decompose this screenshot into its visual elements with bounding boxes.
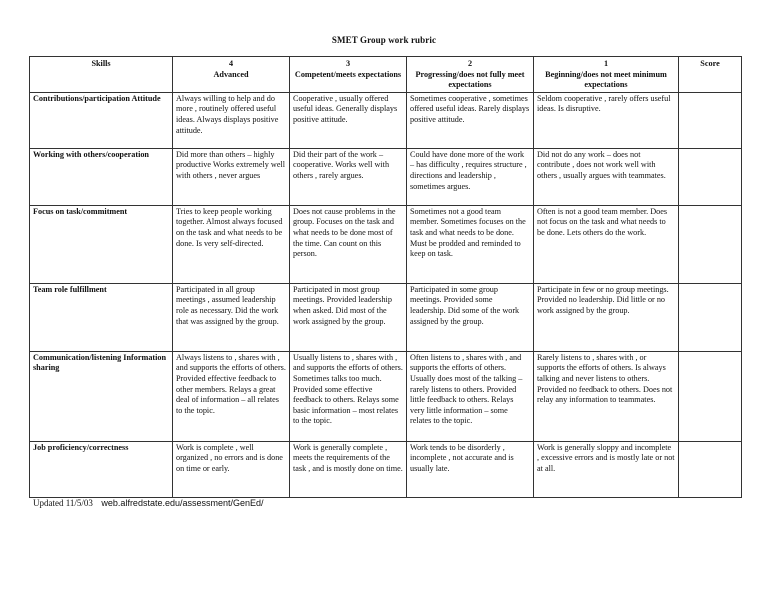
advanced-cell: Always listens to , shares with , and supports the efforts of others. Provided effective feedback to other members. Relays a great deal of information – all relates to the topic. — [173, 351, 290, 441]
updated-date: Updated 11/5/03 — [33, 498, 93, 508]
advanced-cell: Participated in all group meetings , assumed leadership role as necessary. Did the work that was assigned by the group. — [173, 283, 290, 351]
advanced-cell: Tries to keep people working together. Almost always focused on the task and what needs to be done. Is very self-directed. — [173, 205, 290, 283]
beginning-cell: Did not do any work – does not contribute , does not work well with others , usually argues with teammates. — [534, 148, 679, 205]
advanced-cell: Work is complete , well organized , no errors and is done on time or early. — [173, 441, 290, 497]
table-row — [30, 283, 742, 351]
beginning-cell: Rarely listens to , shares with , or supports the efforts of others. Is always talking and never listens to others. Provided no feedback to others. Does not relay any information to teammates. — [534, 351, 679, 441]
header-progressing-label: Progressing/does not fully meet expectations — [415, 69, 525, 90]
score-cell[interactable] — [679, 148, 742, 205]
competent-cell: Work is generally complete , meets the requirements of the task , and is mostly done on time. — [290, 441, 407, 497]
skill-cell: Focus on task/commitment — [30, 205, 173, 283]
page-title: SMET Group work rubric — [331, 35, 437, 45]
header-row — [30, 57, 742, 93]
header-advanced-label: Advanced — [213, 69, 249, 79]
table-row — [30, 205, 742, 283]
header-advanced — [173, 57, 290, 93]
competent-cell: Usually listens to , shares with , and supports the efforts of others. Sometimes talks too much. Provided some effective feedback to others. Relays some basic information – most relates to the topic. — [290, 351, 407, 441]
header-score: Score — [679, 57, 742, 93]
table-row — [30, 148, 742, 205]
beginning-cell: Often is not a good team member. Does not focus on the task and what needs to be done. Lets others do the work. — [534, 205, 679, 283]
progressing-cell: Sometimes not a good team member. Sometimes focuses on the task and what needs to be done. Must be prodded and reminded to keep on task. — [407, 205, 534, 283]
header-progressing — [407, 57, 534, 93]
header-advanced-number: 4 — [228, 59, 234, 68]
progressing-cell: Could have done more of the work – has difficulty , requires structure , directions and leadership , sometimes argues. — [407, 148, 534, 205]
advanced-cell: Did more than others – highly productive Works extremely well with others , never argues — [173, 148, 290, 205]
score-cell[interactable] — [679, 205, 742, 283]
skill-cell: Team role fulfillment — [30, 283, 173, 351]
skill-cell: Job proficiency/correctness — [30, 441, 173, 497]
progressing-cell: Participated in some group meetings. Provided some leadership. Did some of the work assigned by the group. — [407, 283, 534, 351]
table-row — [30, 92, 742, 148]
source-url: web.alfredstate.edu/assessment/GenEd/ — [101, 498, 264, 508]
header-beginning-label: Beginning/does not meet minimum expectations — [545, 69, 667, 90]
competent-cell: Did their part of the work – cooperative. Works well with others , rarely argues. — [290, 148, 407, 205]
progressing-cell: Work tends to be disorderly , incomplete , not accurate and is usually late. — [407, 441, 534, 497]
progressing-cell: Often listens to , shares with , and supports the efforts of others. Usually does most of the talking – rarely listens to others. Provided little feedback to others. Relays very little information – some relates to the topic. — [407, 351, 534, 441]
rubric-table — [29, 56, 742, 498]
score-cell[interactable] — [679, 441, 742, 497]
skill-cell: Communication/listening Information sharing — [30, 351, 173, 441]
score-cell[interactable] — [679, 351, 742, 441]
header-competent-number: 3 — [345, 59, 351, 68]
table-row — [30, 351, 742, 441]
footer — [33, 498, 264, 508]
beginning-cell: Work is generally sloppy and incomplete , excessive errors and is mostly late or not at all. — [534, 441, 679, 497]
score-cell[interactable] — [679, 92, 742, 148]
score-cell[interactable] — [679, 283, 742, 351]
competent-cell: Participated in most group meetings. Provided leadership when asked. Did most of the work assigned by the group. — [290, 283, 407, 351]
competent-cell: Does not cause problems in the group. Focuses on the task and what needs to be done most of the time. Can count on this person. — [290, 205, 407, 283]
competent-cell: Cooperative , usually offered useful ideas. Generally displays positive attitude. — [290, 92, 407, 148]
header-beginning — [534, 57, 679, 93]
header-beginning-number: 1 — [603, 59, 609, 68]
header-competent-label: Competent/meets expectations — [294, 69, 402, 79]
table-row — [30, 441, 742, 497]
header-competent — [290, 57, 407, 93]
header-progressing-number: 2 — [467, 59, 473, 68]
beginning-cell: Participate in few or no group meetings. Provided no leadership. Did little or no work assigned by the group. — [534, 283, 679, 351]
header-skills: Skills — [30, 57, 173, 93]
skill-cell: Contributions/participation Attitude — [30, 92, 173, 148]
progressing-cell: Sometimes cooperative , sometimes offered useful ideas. Rarely displays positive attitude. — [407, 92, 534, 148]
beginning-cell: Seldom cooperative , rarely offers useful ideas. Is disruptive. — [534, 92, 679, 148]
skill-cell: Working with others/cooperation — [30, 148, 173, 205]
advanced-cell: Always willing to help and do more , routinely offered useful ideas. Always displays positive attitude. — [173, 92, 290, 148]
